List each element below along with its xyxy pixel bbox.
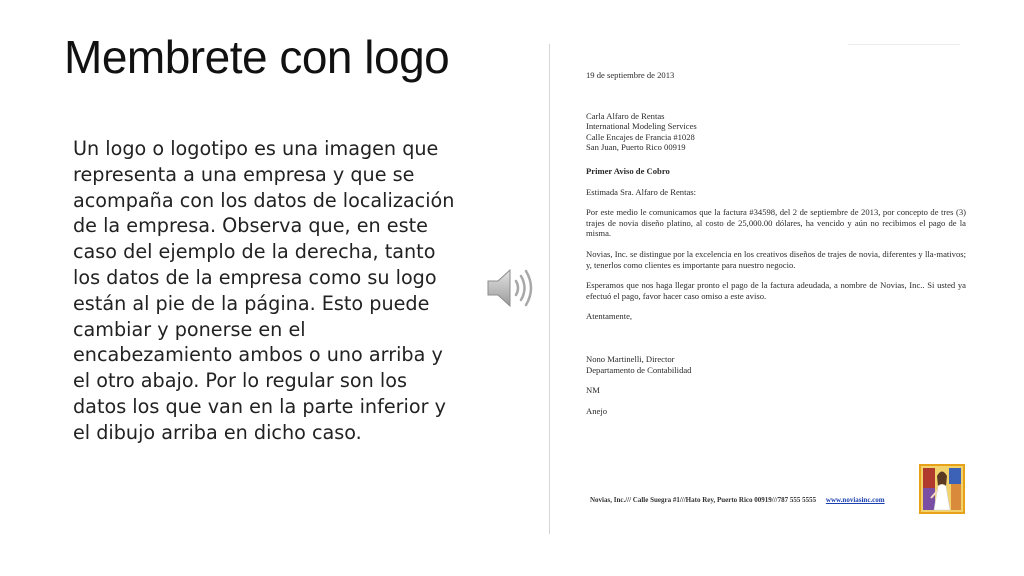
letter-closing: Atentamente, <box>586 311 633 322</box>
letter-date: 19 de septiembre de 2013 <box>586 70 675 80</box>
recipient-line: International Modeling Services <box>586 121 697 132</box>
signature-line: Nono Martinelli, Director <box>586 353 675 364</box>
recipient-line: Calle Encajes de Francia #1028 <box>586 131 695 142</box>
letter-enclosure: Anejo <box>586 405 608 416</box>
recipient-address <box>586 111 966 153</box>
letter-paragraph: Esperamos que nos haga llegar pronto el pago de la factura adeudada, a nombre de Novias, Inc.. Si usted ya efectuó el pago, favor hacer caso omiso a este aviso. <box>586 280 966 301</box>
letter-initials: NM <box>586 385 600 396</box>
letter-paragraph: Novias, Inc. se distingue por la excelencia en los creativos diseños de trajes de novia, diferentes y lla-mativos; y, tenerlos como clientes es importante para nuestro negocio. <box>586 248 966 270</box>
slide-title: Membrete con logo <box>64 31 450 83</box>
footer-website-link[interactable]: www.noviasinc.com <box>825 496 885 504</box>
letter-signature <box>586 354 966 375</box>
footer-address: Novias, Inc./// Calle Suegra #1///Hato Rey, Puerto Rico 00919///787 555 5555 <box>590 496 817 504</box>
letter-footer <box>590 496 885 504</box>
recipient-line: San Juan, Puerto Rico 00919 <box>586 142 686 153</box>
letter-subject: Primer Aviso de Cobro <box>586 165 670 176</box>
letter-paragraph: Por este medio le comunicamos que la factura #34598, del 2 de septiembre de 2013, por concepto de tres (3) trajes de novia diseño platino, al costo de 25,000.00 dólares, ha vencido y aún no recibimos el pago de la misma. <box>586 207 966 239</box>
letter-greeting: Estimada Sra. Alfaro de Rentas: <box>586 186 697 197</box>
letter-document <box>586 70 966 416</box>
slide-body-text: Un logo o logotipo es una imagen que representa a una empresa y que se acompaña con los datos de localización de la empresa. Observa que, en este caso del ejemplo de la derecha, tanto los datos de la empresa como su logo están al pie de la página. Esto puede cambiar y ponerse en el encabezamiento ambos o uno arriba y el otro abajo. Por lo regular son los datos los que van en la parte inferior y el dibujo arriba en dicho caso. <box>73 137 455 444</box>
signature-line: Departamento de Contabilidad <box>586 364 692 375</box>
document-divider <box>549 44 550 534</box>
speaker-icon[interactable] <box>486 264 540 312</box>
bride-logo-icon <box>919 464 965 514</box>
recipient-line: Carla Alfaro de Rentas <box>586 110 665 121</box>
document-header-line <box>848 44 960 45</box>
